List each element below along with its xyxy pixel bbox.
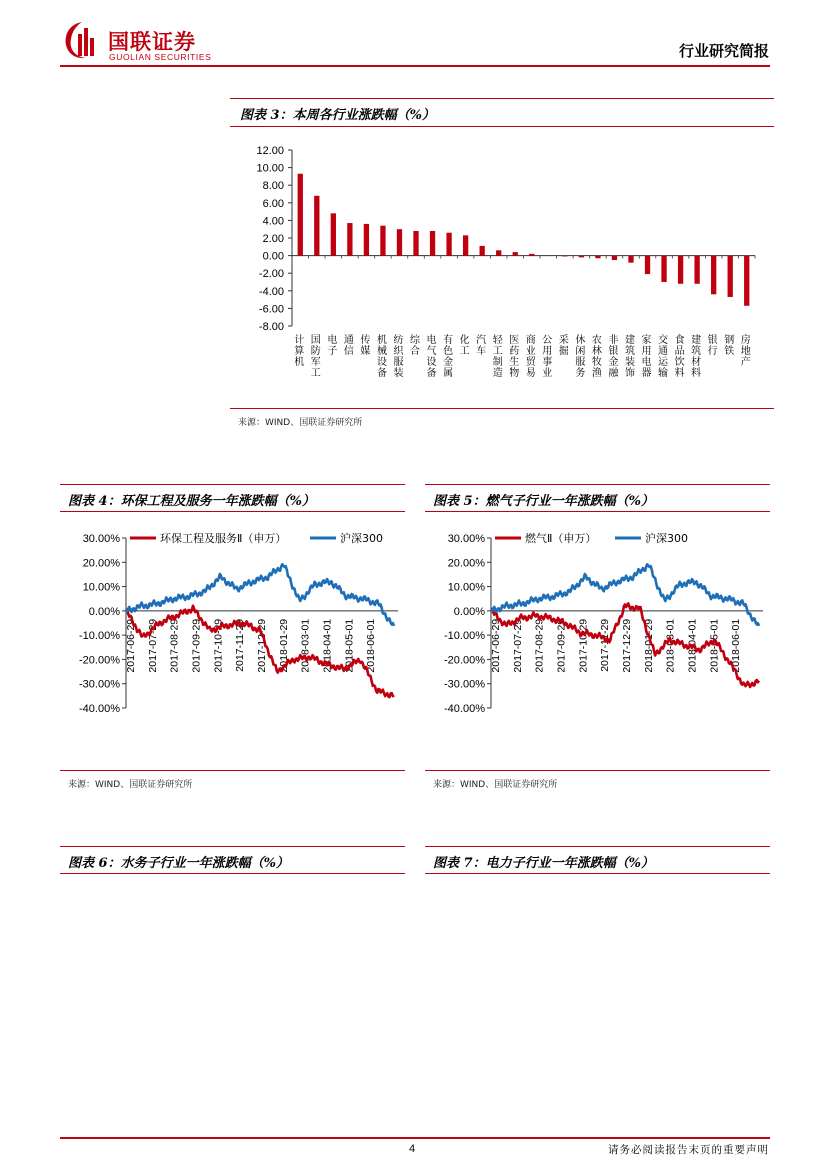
fig5-y-tick-label: -20.00% — [444, 654, 485, 667]
fig5-x-tick-label: 2018-05-01 — [708, 618, 721, 673]
fig3-category-label: 国防军工 — [308, 334, 320, 378]
fig3-category-label: 食品饮料 — [672, 334, 684, 378]
fig4-x-tick-label: 2017-06-29 — [125, 618, 137, 673]
fig3-category-label: 通信 — [341, 334, 353, 356]
fig5-x-tick-label: 2018-06-01 — [730, 618, 743, 673]
fig5-x-tick-label: 2018-03-01 — [664, 618, 677, 673]
fig5-title-rule — [425, 511, 770, 512]
fig6-top-rule — [60, 846, 405, 847]
fig3-bar — [331, 213, 336, 255]
fig3-bar — [744, 256, 749, 306]
fig3-category-label: 计算机 — [291, 334, 303, 367]
fig3-title: 图表 3：本周各行业涨跌幅（%） — [240, 108, 435, 123]
fig3-bar — [612, 256, 617, 260]
fig3-bar — [463, 235, 468, 255]
fig3-y-tick-label: -6.00 — [258, 303, 284, 316]
fig3-y-tick-label: -2.00 — [258, 268, 284, 281]
fig3-y-tick-label: 6.00 — [262, 197, 284, 210]
fig3-category-label: 银行 — [705, 334, 717, 356]
fig3-bar — [711, 256, 716, 295]
fig3-bar — [298, 174, 303, 256]
logo-subtext: GUOLIAN SECURITIES — [109, 52, 212, 62]
fig3-category-label: 传媒 — [357, 334, 369, 356]
fig3-bar — [579, 256, 584, 258]
fig4-x-tick-label: 2018-03-01 — [299, 618, 312, 673]
fig4-x-tick-label: 2018-04-01 — [321, 618, 334, 673]
fig3-bar — [728, 256, 733, 297]
fig5-y-tick-label: -10.00% — [444, 630, 485, 643]
header-rule — [60, 65, 770, 67]
fig3-bar — [430, 231, 435, 256]
logo-text: 国联证券 — [108, 30, 196, 54]
fig4-source: 来源：WIND、国联证券研究所 — [68, 780, 193, 790]
fig3-category-label: 公用事业 — [539, 334, 551, 378]
fig4-y-tick-label: -30.00% — [79, 678, 120, 691]
fig5-x-tick-label: 2017-06-29 — [490, 618, 502, 673]
fig5-y-tick-label: 10.00% — [447, 581, 485, 594]
fig3-bar — [413, 231, 418, 256]
fig3-category-label: 商业贸易 — [523, 334, 535, 378]
fig5-y-tick-label: -30.00% — [444, 678, 485, 691]
fig5-x-tick-label: 2017-11-29 — [599, 618, 612, 672]
fig4-x-tick-label: 2017-10-29 — [212, 618, 225, 673]
fig3-category-label: 农林牧渔 — [589, 334, 601, 378]
fig3-category-label: 采掘 — [556, 334, 568, 356]
fig3-category-label: 化工 — [457, 334, 469, 356]
fig5-y-tick-label: -40.00% — [444, 703, 485, 715]
fig4-y-tick-label: -40.00% — [79, 703, 120, 715]
fig5-x-tick-label: 2017-10-29 — [577, 618, 590, 673]
report-type-title: 行业研究简报 — [678, 42, 769, 60]
fig3-bottom-rule — [230, 408, 774, 409]
fig5-x-tick-label: 2017-07-29 — [511, 618, 524, 673]
fig5-y-tick-label: 0.00% — [453, 605, 485, 618]
fig5-x-tick-label: 2018-04-01 — [686, 618, 699, 673]
fig4-x-tick-label: 2017-07-29 — [146, 618, 159, 673]
fig3-category-label: 轻工制造 — [490, 334, 502, 378]
fig4-x-tick-label: 2017-11-29 — [234, 618, 247, 672]
fig3-category-label: 钢铁 — [721, 334, 733, 356]
fig4-y-tick-label: 30.00% — [82, 533, 120, 545]
logo-mark-icon — [60, 18, 104, 62]
fig3-bar — [678, 256, 683, 284]
fig3-bar-chart — [230, 130, 774, 410]
fig3-bar — [480, 246, 485, 256]
fig3-bar — [661, 256, 666, 282]
fig3-category-label: 非银金融 — [605, 334, 617, 378]
fig3-bar — [595, 256, 600, 259]
page-number: 4 — [409, 1143, 416, 1155]
fig5-y-tick-label: 30.00% — [447, 533, 485, 545]
fig3-category-label: 家用电器 — [639, 334, 651, 378]
fig7-title: 图表 7：电力子行业一年涨跌幅（%） — [433, 856, 654, 871]
fig5-legend-label: 燃气Ⅱ（申万） — [525, 532, 597, 545]
fig5-x-tick-label: 2018-01-29 — [642, 618, 655, 673]
fig3-category-label: 电气设备 — [424, 334, 436, 378]
fig4-top-rule — [60, 484, 405, 485]
fig4-y-tick-label: -10.00% — [79, 630, 120, 643]
fig4-x-tick-label: 2017-09-29 — [190, 618, 203, 673]
fig3-y-tick-label: 0.00 — [262, 250, 284, 263]
fig3-bar — [380, 226, 385, 256]
footer-rule — [60, 1137, 770, 1139]
fig4-x-tick-label: 2018-01-29 — [277, 618, 290, 673]
fig5-x-tick-label: 2017-09-29 — [555, 618, 568, 673]
fig4-y-tick-label: 10.00% — [82, 581, 120, 594]
fig4-x-tick-label: 2018-06-01 — [365, 618, 378, 673]
fig3-category-label: 建筑材料 — [688, 334, 700, 378]
fig4-line-chart — [60, 520, 405, 770]
fig4-y-tick-label: 0.00% — [88, 605, 120, 618]
fig3-y-tick-label: -4.00 — [258, 285, 284, 298]
company-logo — [60, 18, 220, 62]
fig3-category-label: 纺织服装 — [390, 334, 402, 378]
fig3-bar — [347, 223, 352, 256]
fig4-x-tick-label: 2018-05-01 — [343, 618, 356, 673]
fig3-bar — [628, 256, 633, 263]
fig3-bar — [364, 224, 369, 256]
fig5-x-tick-label: 2017-12-29 — [621, 618, 633, 673]
fig3-category-label: 交通运输 — [655, 334, 667, 378]
fig4-x-tick-label: 2017-08-29 — [168, 618, 181, 673]
fig3-category-label: 综合 — [407, 334, 419, 356]
fig3-y-tick-label: -8.00 — [258, 321, 284, 333]
fig5-legend-label: 沪深300 — [645, 532, 688, 545]
fig3-y-tick-label: 10.00 — [256, 162, 284, 175]
fig3-y-tick-label: 12.00 — [256, 145, 284, 157]
fig3-category-label: 建筑装饰 — [622, 334, 634, 378]
fig3-category-label: 有色金属 — [440, 334, 452, 378]
fig4-title-rule — [60, 511, 405, 512]
fig3-bar — [645, 256, 650, 274]
fig3-bar — [446, 233, 451, 256]
fig5-bottom-rule — [425, 770, 770, 771]
fig3-y-tick-label: 4.00 — [262, 215, 284, 228]
fig3-category-label: 房地产 — [738, 334, 750, 367]
fig4-bottom-rule — [60, 770, 405, 771]
fig7-title-rule — [425, 873, 770, 874]
fig4-title: 图表 4：环保工程及服务一年涨跌幅（%） — [68, 494, 315, 509]
fig3-source: 来源：WIND、国联证券研究所 — [238, 418, 363, 428]
fig3-category-label: 医药生物 — [506, 334, 518, 378]
fig5-source: 来源：WIND、国联证券研究所 — [433, 780, 558, 790]
fig3-bar — [513, 252, 518, 256]
fig3-y-tick-label: 2.00 — [262, 233, 284, 245]
fig4-y-tick-label: 20.00% — [82, 557, 120, 570]
fig4-series-line-2 — [126, 564, 394, 626]
fig3-bar — [314, 196, 319, 256]
fig3-category-label: 机械设备 — [374, 334, 386, 378]
fig3-bar — [529, 254, 534, 256]
fig3-bar — [694, 256, 699, 284]
fig3-title-rule — [230, 126, 774, 127]
fig5-top-rule — [425, 484, 770, 485]
fig5-line-chart — [425, 520, 770, 770]
footer-disclaimer: 请务必阅读报告末页的重要声明 — [608, 1144, 769, 1156]
fig4-legend-label: 环保工程及服务Ⅱ（申万） — [160, 532, 287, 545]
fig3-bar — [397, 229, 402, 255]
fig3-category-label: 汽车 — [473, 334, 485, 356]
fig5-y-tick-label: 20.00% — [447, 557, 485, 570]
fig3-bar — [496, 250, 501, 255]
fig3-category-label: 休闲服务 — [572, 334, 584, 378]
fig3-category-label: 电子 — [324, 334, 336, 356]
fig7-top-rule — [425, 846, 770, 847]
fig4-legend-label: 沪深300 — [340, 532, 383, 545]
fig5-x-tick-label: 2017-08-29 — [533, 618, 546, 673]
fig6-title-rule — [60, 873, 405, 874]
fig3-y-tick-label: 8.00 — [262, 180, 284, 193]
fig3-bar — [562, 256, 567, 257]
fig4-y-tick-label: -20.00% — [79, 654, 120, 667]
fig6-title: 图表 6：水务子行业一年涨跌幅（%） — [68, 856, 289, 871]
fig4-x-tick-label: 2017-12-29 — [256, 618, 268, 673]
fig5-title: 图表 5：燃气子行业一年涨跌幅（%） — [433, 494, 654, 509]
fig3-top-rule — [230, 98, 774, 99]
